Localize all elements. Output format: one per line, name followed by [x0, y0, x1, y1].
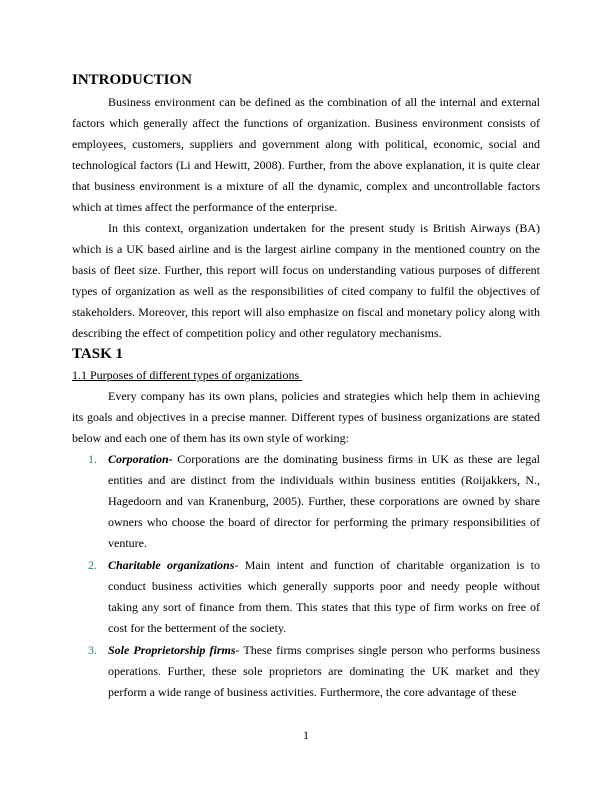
list-item-number: 1.	[88, 452, 97, 466]
introduction-heading: INTRODUCTION	[72, 72, 193, 88]
intro-paragraph-1: Business environment can be defined as the combination of all the internal and external factors which generally affect the functions of organization. Business environment consists of employees, customers, suppliers and government along with political, economic, social and technological factors (Li and Hewitt, 2008). Further, from the above explanation, it is quite clear that business environment is a mixture of all the dynamic, complex and uncontrollable factors which at times affect the performance of the enterprise.	[72, 95, 540, 214]
list-item-term: Charitable organizations	[108, 558, 235, 572]
task-heading: TASK 1	[72, 346, 123, 362]
document-page	[72, 71, 540, 704]
list-item-term: Sole Proprietorship firms	[108, 643, 236, 657]
organization-types-list	[72, 449, 540, 703]
list-item	[72, 555, 540, 639]
list-item	[72, 640, 540, 703]
list-item-number: 3.	[88, 643, 97, 657]
page-number: 1	[303, 728, 309, 742]
list-item-number: 2.	[88, 558, 97, 572]
list-item	[72, 449, 540, 554]
list-item-text: Corporations are the dominating business firms in UK as these are legal entities and are distinct from the individuals within business entities (Roijakkers, N., Hagedoorn and van Kranenburg, 2005). Further, these corporations are owned by share owners who choose the board of director for performing the primary responsibilities of venture.	[108, 452, 540, 550]
section-heading: 1.1 Purposes of different types of organizations	[72, 368, 303, 382]
section-intro-paragraph: Every company has its own plans, policies and strategies which help them in achieving its goals and objectives in a precise manner. Different types of business organizations are stated below and each one of them has its own style of working:	[72, 389, 540, 445]
list-item-term: Corporation-	[108, 452, 173, 466]
list-item-text: - Main intent and function of charitable organization is to conduct business activities which generally supports poor and needy people without taking any sort of finance from them. This states that this type of firm works on free of cost for the betterment of the society.	[108, 558, 540, 635]
list-item-text: - These firms comprises single person who performs business operations. Further, these sole proprietors are dominating the UK market and they perform a wide range of business activities. Furthermore, the core advantage of these	[108, 643, 540, 699]
intro-paragraph-2: In this context, organization undertaken for the present study is British Airways (BA) which is a UK based airline and is the largest airline company in the mentioned country on the basis of fleet size. Further, this report will focus on understanding vatious purposes of different types of organization as well as the responsibilities of cited company to fulfil the objectives of stakeholders. Moreover, this report will also emphasize on fiscal and monetary policy along with describing the effect of competition policy and other regulatory mechanisms.	[72, 221, 540, 340]
